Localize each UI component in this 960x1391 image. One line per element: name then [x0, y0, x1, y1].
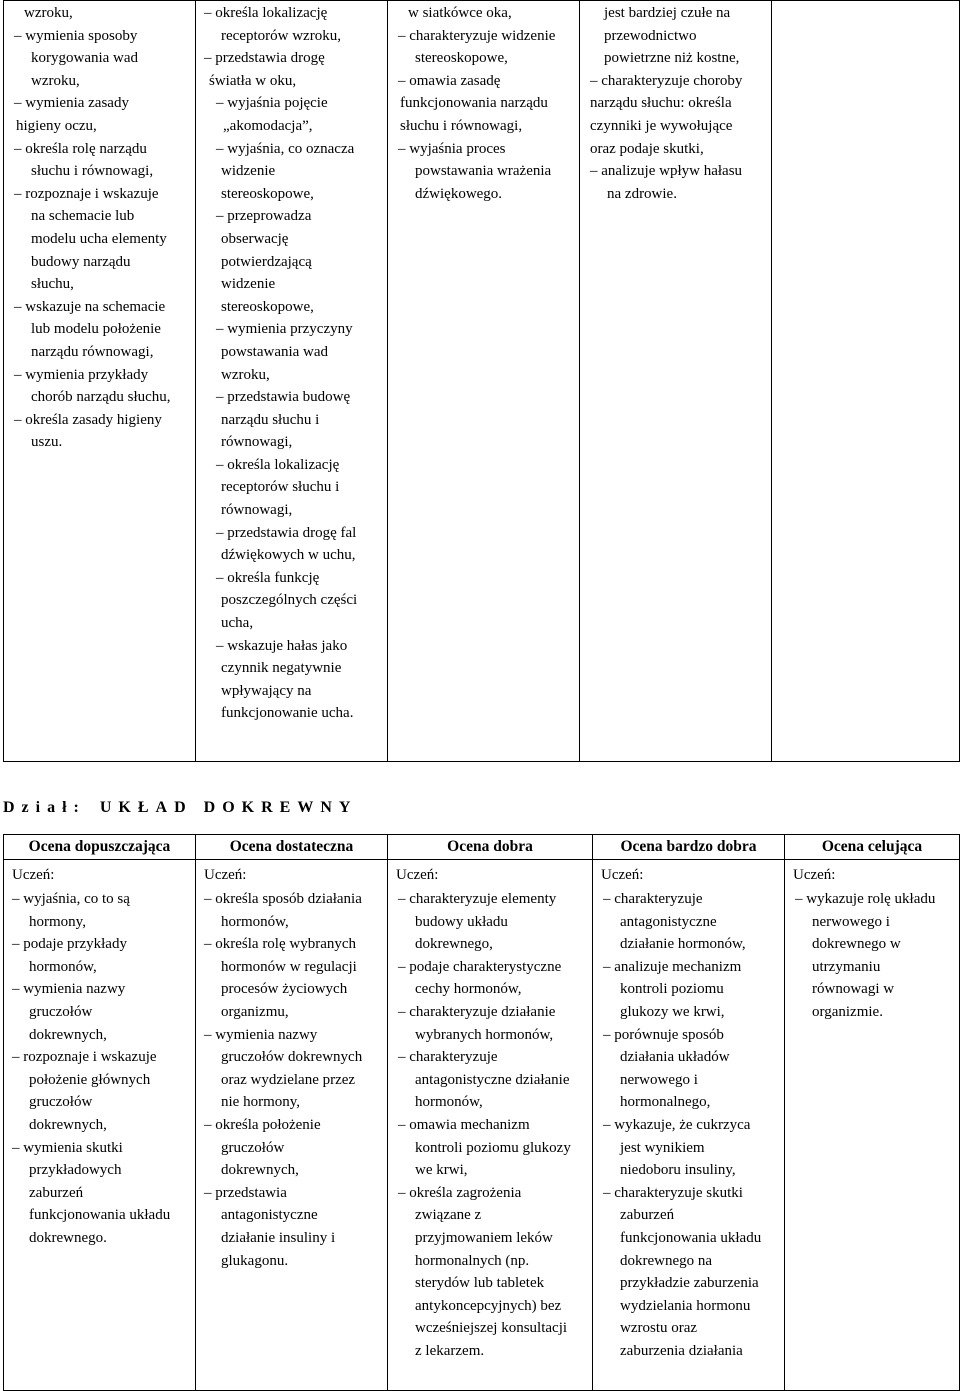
requirement-line: – rozpoznaje i wskazuje: [12, 1049, 157, 1066]
requirement-line: – wyjaśnia, co oznacza: [216, 140, 355, 157]
requirement-line: kontroli poziomu glukozy: [415, 1139, 571, 1156]
header-grade-4: Ocena dobra: [388, 835, 593, 860]
col-grade-3: [196, 860, 388, 1391]
requirement-line: wcześniejszej konsultacji: [415, 1320, 568, 1337]
requirement-line: – wymienia nazwy: [12, 981, 126, 998]
requirement-line: – wykazuje, że cukrzyca: [603, 1116, 751, 1133]
requirement-line: dokrewnych,: [221, 1162, 299, 1179]
requirement-line: widzenie: [221, 276, 276, 293]
requirement-line: dokrewnego na: [620, 1252, 713, 1269]
requirement-line: – określa rolę wybranych: [204, 936, 357, 953]
requirement-line: hormony,: [29, 913, 86, 930]
requirement-line: „akomodacja”,: [223, 117, 313, 134]
requirement-line: kontroli poziomu: [620, 981, 724, 998]
requirement-line: – przedstawia drogę fal: [216, 524, 357, 541]
requirement-line: funkcjonowania narządu: [400, 95, 548, 112]
requirement-line: higieny oczu,: [16, 117, 97, 134]
requirement-line: obserwację: [221, 230, 289, 247]
requirement-line: słuchu i równowagi,: [400, 117, 523, 134]
requirement-line: hormonalnego,: [620, 1094, 711, 1111]
requirement-line: uszu.: [31, 434, 63, 451]
top-col-2: [196, 1, 388, 762]
requirement-line: stereoskopowe,: [221, 298, 314, 315]
requirement-line: oraz wydzielane przez: [221, 1071, 356, 1088]
requirement-line: budowy narządu: [31, 253, 131, 270]
requirement-line: receptorów słuchu i: [221, 479, 340, 496]
requirement-line: – określa zasady higieny: [14, 411, 162, 428]
requirement-line: – wyjaśnia pojęcie: [216, 95, 328, 112]
requirement-line: lub modelu położenie: [31, 321, 161, 338]
requirement-line: gruczołów: [29, 1094, 93, 1111]
requirement-line: oraz podaje skutki,: [590, 140, 704, 157]
header-grade-3: Ocena dostateczna: [196, 835, 388, 860]
requirement-line: antykoncepcyjnych) bez: [415, 1297, 562, 1314]
requirement-line: wydzielania hormonu: [620, 1297, 751, 1314]
requirement-line: narządu równowagi,: [31, 343, 154, 360]
requirement-line: receptorów wzroku,: [221, 27, 341, 44]
requirement-line: zaburzeń: [29, 1184, 84, 1201]
requirement-line: – przedstawia: [204, 1184, 287, 1201]
requirement-line: wzroku,: [24, 5, 73, 21]
top-requirements-table: [3, 0, 960, 762]
requirement-line: – porównuje sposób: [603, 1026, 724, 1043]
requirement-line: modelu ucha elementy: [31, 230, 167, 247]
requirement-line: położenie głównych: [29, 1071, 151, 1088]
requirement-line: gruczołów dokrewnych: [221, 1049, 363, 1066]
section-title: UKŁAD DOKREWNY: [99, 799, 358, 816]
requirement-line: dokrewnego w: [812, 936, 901, 953]
requirement-line: powietrzne niż kostne,: [604, 50, 740, 67]
requirement-line: równowagi,: [221, 502, 293, 519]
requirement-line: we krwi,: [415, 1162, 468, 1179]
requirement-line: antagonistyczne: [620, 913, 717, 930]
requirement-line: narządu słuchu: określa: [590, 95, 732, 112]
requirement-line: słuchu i równowagi,: [31, 163, 154, 180]
requirement-line: czynnik negatywnie: [221, 660, 342, 677]
requirement-line: – przedstawia budowę: [216, 389, 351, 406]
requirement-line: niedoboru insuliny,: [620, 1162, 736, 1179]
requirement-line: – wykazuje rolę układu: [795, 891, 936, 907]
requirement-line: hormonów,: [415, 1094, 483, 1111]
requirement-line: organizmu,: [221, 1003, 289, 1020]
requirement-line: – wyjaśnia, co to są: [12, 891, 130, 907]
requirement-line: działanie hormonów,: [620, 936, 746, 953]
requirement-line: – wskazuje hałas jako: [216, 637, 348, 654]
requirement-line: powstawania wrażenia: [415, 163, 552, 180]
requirement-line: wybranych hormonów,: [415, 1026, 554, 1043]
student-label: Uczeń:: [204, 867, 247, 883]
requirement-line: jest wynikiem: [620, 1139, 705, 1156]
student-label: Uczeń:: [601, 867, 644, 883]
requirement-line: – określa rolę narządu: [14, 140, 147, 157]
requirement-line: wpływający na: [221, 682, 312, 699]
requirements-row: [4, 860, 960, 1391]
requirement-line: – wymienia nazwy: [204, 1026, 318, 1043]
requirement-line: hormonów,: [29, 958, 97, 975]
student-label: Uczeń:: [12, 867, 55, 883]
requirement-line: przykładzie zaburzenia: [620, 1275, 759, 1292]
requirement-line: hormonów w regulacji: [221, 958, 357, 975]
requirement-line: w siatkówce oka,: [408, 5, 512, 21]
requirement-line: gruczołów: [221, 1139, 285, 1156]
col-grade-4: [388, 860, 593, 1391]
requirement-line: związane z: [415, 1207, 482, 1224]
requirement-line: – wyjaśnia proces: [398, 140, 506, 157]
requirement-line: – określa zagrożenia: [398, 1184, 522, 1201]
top-col-5-empty: [772, 1, 960, 762]
requirement-line: dokrewnych,: [29, 1026, 107, 1043]
requirement-line: – wskazuje na schemacie: [14, 298, 166, 315]
requirement-line: – charakteryzuje skutki: [603, 1184, 743, 1201]
requirement-line: – analizuje mechanizm: [603, 958, 742, 975]
student-label: Uczeń:: [793, 867, 836, 883]
requirement-line: hormonów,: [221, 913, 289, 930]
requirement-line: funkcjonowanie ucha.: [221, 705, 354, 722]
requirement-line: czynniki je wywołujące: [590, 117, 733, 134]
requirement-line: działanie insuliny i: [221, 1229, 336, 1246]
requirement-line: budowy układu: [415, 913, 508, 930]
requirement-line: – określa lokalizację: [216, 456, 340, 473]
requirement-line: antagonistyczne: [221, 1207, 318, 1224]
requirement-line: równowagi,: [221, 434, 293, 451]
requirement-line: na schemacie lub: [31, 208, 135, 225]
requirement-line: – charakteryzuje elementy: [398, 891, 557, 907]
top-col-3: [388, 1, 580, 762]
requirement-line: gruczołów: [29, 1003, 93, 1020]
requirement-line: – podaje charakterystyczne: [398, 958, 562, 975]
requirement-line: z lekarzem.: [415, 1342, 485, 1359]
requirement-line: glukagonu.: [221, 1252, 289, 1269]
section-label: Dział:: [3, 799, 86, 816]
requirement-line: funkcjonowania układu: [620, 1229, 762, 1246]
requirement-line: funkcjonowania układu: [29, 1207, 171, 1224]
requirement-line: – określa lokalizację: [204, 5, 328, 21]
top-col-4: [580, 1, 772, 762]
requirement-line: – wymienia zasady: [14, 95, 129, 112]
requirement-line: dokrewnego,: [415, 936, 493, 953]
requirement-line: glukozy we krwi,: [620, 1003, 725, 1020]
requirement-line: – analizuje wpływ hałasu: [590, 163, 743, 180]
requirement-line: – podaje przykłady: [12, 936, 127, 953]
requirement-line: zaburzenia działania: [620, 1342, 743, 1359]
requirement-line: wzroku,: [221, 366, 270, 383]
requirement-line: – wymienia przyczyny: [216, 321, 353, 338]
requirement-line: dźwiękowego.: [415, 185, 503, 202]
top-col-1: [4, 1, 196, 762]
requirement-line: – charakteryzuje choroby: [590, 72, 743, 89]
requirement-line: antagonistyczne działanie: [415, 1071, 570, 1088]
requirement-line: stereoskopowe,: [415, 50, 508, 67]
requirement-line: nerwowego i: [620, 1071, 698, 1088]
requirement-line: dokrewnych,: [29, 1116, 107, 1133]
requirement-line: – charakteryzuje widzenie: [398, 27, 556, 44]
requirement-line: – określa położenie: [204, 1116, 321, 1133]
requirement-line: narządu słuchu i: [221, 411, 320, 428]
requirement-line: ucha,: [221, 615, 254, 632]
requirement-line: korygowania wad: [31, 50, 139, 67]
requirement-line: wzrostu oraz: [620, 1320, 698, 1337]
requirement-line: – wymienia skutki: [12, 1139, 123, 1156]
header-grade-6: Ocena celująca: [785, 835, 960, 860]
col-grade-6: [785, 860, 960, 1391]
requirement-line: sterydów lub tabletek: [415, 1275, 545, 1292]
requirement-line: – określa sposób działania: [204, 891, 362, 907]
requirement-line: przykładowych: [29, 1162, 122, 1179]
requirement-line: dokrewnego.: [29, 1229, 107, 1246]
requirement-line: na zdrowie.: [607, 185, 677, 202]
col-grade-5: [593, 860, 785, 1391]
requirement-line: dźwiękowych w uchu,: [221, 547, 356, 564]
requirement-line: procesów życiowych: [221, 981, 348, 998]
requirement-line: światła w oku,: [209, 72, 297, 89]
endocrine-requirements-table: [3, 834, 960, 1391]
requirement-line: powstawania wad: [221, 343, 329, 360]
requirement-line: – przeprowadza: [216, 208, 312, 225]
requirement-line: – wymienia sposoby: [14, 27, 138, 44]
requirement-line: wzroku,: [31, 72, 80, 89]
requirement-line: utrzymaniu: [812, 958, 881, 975]
section-heading: [3, 799, 357, 817]
requirement-line: jest bardziej czułe na: [604, 5, 731, 21]
requirement-line: – wymienia przykłady: [14, 366, 149, 383]
requirement-line: widzenie: [221, 163, 276, 180]
student-label: Uczeń:: [396, 867, 439, 883]
requirement-line: chorób narządu słuchu,: [31, 389, 171, 406]
requirement-line: poszczególnych części: [221, 592, 358, 609]
requirement-line: – określa funkcję: [216, 569, 320, 586]
requirement-line: przewodnictwo: [604, 27, 697, 44]
requirement-line: – charakteryzuje działanie: [398, 1003, 556, 1020]
grade-header-row: [4, 835, 960, 860]
header-grade-2: Ocena dopuszczająca: [4, 835, 196, 860]
requirement-line: – charakteryzuje: [603, 891, 703, 907]
requirement-line: przyjmowaniem leków: [415, 1229, 553, 1246]
requirement-line: równowagi w: [812, 981, 895, 998]
requirement-line: stereoskopowe,: [221, 185, 314, 202]
requirement-line: potwierdzającą: [221, 253, 312, 270]
requirement-line: – charakteryzuje: [398, 1049, 498, 1066]
requirement-line: – przedstawia drogę: [204, 50, 325, 67]
requirement-line: słuchu,: [31, 276, 74, 293]
requirement-line: zaburzeń: [620, 1207, 675, 1224]
col-grade-2: [4, 860, 196, 1391]
requirement-line: – omawia zasadę: [398, 72, 501, 89]
requirement-line: nerwowego i: [812, 913, 890, 930]
requirement-line: hormonalnych (np.: [415, 1252, 530, 1269]
requirement-line: działania układów: [620, 1049, 730, 1066]
header-grade-5: Ocena bardzo dobra: [593, 835, 785, 860]
requirement-line: – omawia mechanizm: [398, 1116, 530, 1133]
requirement-line: organizmie.: [812, 1003, 883, 1020]
requirement-line: nie hormony,: [221, 1094, 301, 1111]
requirement-line: – rozpoznaje i wskazuje: [14, 185, 159, 202]
requirement-line: cechy hormonów,: [415, 981, 522, 998]
